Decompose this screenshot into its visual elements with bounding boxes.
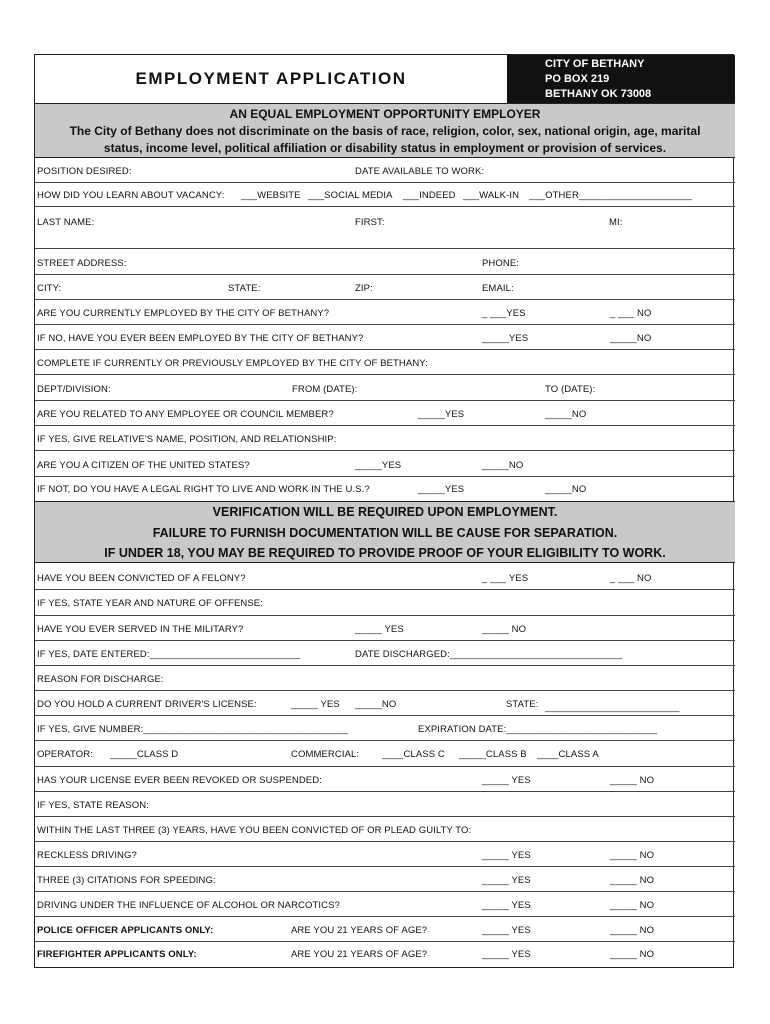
option-website[interactable]: ___WEBSITE: [241, 190, 301, 201]
military-question: HAVE YOU EVER SERVED IN THE MILITARY?: [37, 624, 244, 635]
learn-vacancy-label: HOW DID YOU LEARN ABOUT VACANCY:: [37, 190, 225, 201]
row-divider: [35, 400, 735, 401]
row-divider: [35, 450, 735, 451]
drivers-license-yes[interactable]: _____ YES: [291, 699, 340, 710]
operator-label: OPERATOR:: [37, 749, 93, 760]
middle-initial-field[interactable]: MI:: [609, 217, 623, 228]
relative-info-field[interactable]: IF YES, GIVE RELATIVE'S NAME, POSITION, AND RELATIONSHIP:: [37, 434, 337, 445]
eeo-text-line-2: status, income level, political affiliation or disability status in employment or provision of services.: [103, 141, 667, 155]
option-walk-in[interactable]: ___WALK-IN: [463, 190, 520, 201]
speeding-no[interactable]: _____ NO: [610, 875, 655, 886]
citizen-question: ARE YOU A CITIZEN OF THE UNITED STATES?: [37, 460, 250, 471]
ever-employed-no[interactable]: _____NO: [610, 333, 652, 344]
military-no[interactable]: _____ NO: [482, 624, 527, 635]
row-divider: [35, 274, 735, 275]
class-c-option[interactable]: ____CLASS C: [382, 749, 445, 760]
row-divider: [35, 182, 735, 183]
street-address-field[interactable]: STREET ADDRESS:: [37, 258, 127, 269]
from-date-field[interactable]: FROM (DATE):: [292, 384, 358, 395]
option-indeed[interactable]: ___INDEED: [403, 190, 456, 201]
row-divider: [35, 248, 735, 249]
license-number-field[interactable]: IF YES, GIVE NUMBER:______________________________________: [37, 724, 348, 735]
currently-employed-no[interactable]: _ ___ NO: [610, 308, 652, 319]
dui-no[interactable]: _____ NO: [610, 900, 655, 911]
row-divider: [35, 206, 735, 207]
related-no[interactable]: _____NO: [545, 409, 587, 420]
ever-employed-question: IF NO, HAVE YOU EVER BEEN EMPLOYED BY THE CITY OF BETHANY?: [37, 333, 364, 344]
eeo-text-line-1: The City of Bethany does not discriminate on the basis of race, religion, color, sex, national origin, age, marital: [69, 124, 701, 138]
felony-question: HAVE YOU BEEN CONVICTED OF A FELONY?: [37, 573, 246, 584]
row-divider: [35, 615, 735, 616]
row-divider: [35, 866, 735, 867]
citizen-no[interactable]: _____NO: [482, 460, 524, 471]
form-title: EMPLOYMENT APPLICATION: [135, 69, 407, 88]
felony-yes[interactable]: _ ___ YES: [482, 573, 529, 584]
verification-line-3: IF UNDER 18, YOU MAY BE REQUIRED TO PROVIDE PROOF OF YOUR ELIGIBILITY TO WORK.: [104, 546, 666, 560]
felony-no[interactable]: _ ___ NO: [610, 573, 652, 584]
police-age-yes[interactable]: _____ YES: [482, 925, 531, 936]
row-divider: [35, 690, 735, 691]
row-divider: [35, 740, 735, 741]
related-yes[interactable]: _____YES: [418, 409, 465, 420]
dui-yes[interactable]: _____ YES: [482, 900, 531, 911]
police-officer-label: POLICE OFFICER APPLICANTS ONLY:: [37, 925, 214, 936]
verification-line-2: FAILURE TO FURNISH DOCUMENTATION WILL BE CAUSE FOR SEPARATION.: [152, 525, 618, 540]
row-divider: [35, 816, 735, 817]
dui-question: DRIVING UNDER THE INFLUENCE OF ALCOHOL OR NARCOTICS?: [37, 900, 340, 911]
city-field[interactable]: CITY:: [37, 283, 62, 294]
verification-banner: [35, 501, 735, 563]
class-a-option[interactable]: ____CLASS A: [537, 749, 599, 760]
address-line-1: CITY OF BETHANY: [545, 58, 645, 70]
legal-right-question: IF NOT, DO YOU HAVE A LEGAL RIGHT TO LIVE AND WORK IN THE U.S.?: [37, 484, 370, 495]
row-divider: [35, 665, 735, 666]
phone-field[interactable]: PHONE:: [482, 258, 520, 269]
first-name-field[interactable]: FIRST:: [355, 217, 385, 228]
state-field[interactable]: STATE:: [228, 283, 261, 294]
drivers-license-no[interactable]: _____NO: [355, 699, 397, 710]
currently-employed-question: ARE YOU CURRENTLY EMPLOYED BY THE CITY OF BETHANY?: [37, 308, 330, 319]
legal-right-no[interactable]: _____NO: [545, 484, 587, 495]
verification-line-1: VERIFICATION WILL BE REQUIRED UPON EMPLOYMENT.: [212, 505, 558, 519]
email-field[interactable]: EMAIL:: [482, 283, 514, 294]
row-divider: [35, 299, 735, 300]
row-divider: [35, 476, 735, 477]
date-entered-field[interactable]: IF YES, DATE ENTERED:____________________________: [37, 649, 301, 660]
reason-discharge-field[interactable]: REASON FOR DISCHARGE:: [37, 674, 164, 685]
police-age-no[interactable]: _____ NO: [610, 925, 655, 936]
revoked-no[interactable]: _____ NO: [610, 775, 655, 786]
row-divider: [35, 916, 735, 917]
last-name-field[interactable]: LAST NAME:: [37, 217, 95, 228]
row-divider: [35, 374, 735, 375]
address-line-3: BETHANY OK 73008: [545, 88, 652, 100]
row-divider: [35, 766, 735, 767]
reckless-driving-question: RECKLESS DRIVING?: [37, 850, 137, 861]
military-yes[interactable]: _____ YES: [355, 624, 404, 635]
date-available-field[interactable]: DATE AVAILABLE TO WORK:: [355, 166, 485, 177]
class-b-option[interactable]: _____CLASS B: [459, 749, 527, 760]
legal-right-yes[interactable]: _____YES: [418, 484, 465, 495]
currently-employed-yes[interactable]: _ ___YES: [482, 308, 526, 319]
revoked-question: HAS YOUR LICENSE EVER BEEN REVOKED OR SUSPENDED:: [37, 775, 322, 786]
speeding-question: THREE (3) CITATIONS FOR SPEEDING:: [37, 875, 216, 886]
commercial-label: COMMERCIAL:: [291, 749, 360, 760]
zip-field[interactable]: ZIP:: [355, 283, 373, 294]
option-social-media[interactable]: ___SOCIAL MEDIA: [308, 190, 393, 201]
city-address-block: [507, 55, 735, 103]
date-discharged-field[interactable]: DATE DISCHARGED:________________________________: [355, 649, 623, 660]
license-state-input[interactable]: _________________________: [545, 702, 680, 713]
firefighter-age-no[interactable]: _____ NO: [610, 949, 655, 960]
row-divider: [35, 891, 735, 892]
to-date-field[interactable]: TO (DATE):: [545, 384, 596, 395]
row-divider: [35, 941, 735, 942]
expiration-date-field[interactable]: EXPIRATION DATE:____________________________: [418, 724, 658, 735]
police-age-question: ARE YOU 21 YEARS OF AGE?: [291, 925, 428, 936]
felony-detail-field[interactable]: IF YES, STATE YEAR AND NATURE OF OFFENSE:: [37, 598, 263, 609]
drivers-license-question: DO YOU HOLD A CURRENT DRIVER'S LICENSE:: [37, 699, 257, 710]
ever-employed-yes[interactable]: _____YES: [482, 333, 529, 344]
last-three-years-label: WITHIN THE LAST THREE (3) YEARS, HAVE YOU BEEN CONVICTED OF OR PLEAD GUILTY TO:: [37, 825, 472, 836]
citizen-yes[interactable]: _____YES: [355, 460, 402, 471]
class-d-option[interactable]: _____CLASS D: [110, 749, 179, 760]
option-other[interactable]: ___OTHER_____________________: [529, 190, 692, 201]
eeo-banner: [35, 103, 735, 158]
row-divider: [35, 324, 735, 325]
employment-application-form: [34, 54, 734, 968]
dept-division-field[interactable]: DEPT/DIVISION:: [37, 384, 111, 395]
complete-if-employed-label: COMPLETE IF CURRENTLY OR PREVIOUSLY EMPLOYED BY THE CITY OF BETHANY:: [37, 358, 428, 369]
speeding-yes[interactable]: _____ YES: [482, 875, 531, 886]
row-divider: [35, 589, 735, 590]
firefighter-label: FIREFIGHTER APPLICANTS ONLY:: [37, 949, 197, 960]
revoked-reason-field[interactable]: IF YES, STATE REASON:: [37, 800, 149, 811]
eeo-heading: AN EQUAL EMPLOYMENT OPPORTUNITY EMPLOYER: [229, 107, 541, 121]
firefighter-age-yes[interactable]: _____ YES: [482, 949, 531, 960]
position-desired-field[interactable]: POSITION DESIRED:: [37, 166, 132, 177]
row-divider: [35, 841, 735, 842]
reckless-driving-yes[interactable]: _____ YES: [482, 850, 531, 861]
revoked-yes[interactable]: _____ YES: [482, 775, 531, 786]
row-divider: [35, 349, 735, 350]
row-divider: [35, 640, 735, 641]
address-line-2: PO BOX 219: [545, 73, 610, 85]
reckless-driving-no[interactable]: _____ NO: [610, 850, 655, 861]
firefighter-age-question: ARE YOU 21 YEARS OF AGE?: [291, 949, 428, 960]
related-question: ARE YOU RELATED TO ANY EMPLOYEE OR COUNCIL MEMBER?: [37, 409, 334, 420]
row-divider: [35, 715, 735, 716]
row-divider: [35, 791, 735, 792]
license-state-label: STATE:: [506, 699, 539, 710]
row-divider: [35, 425, 735, 426]
